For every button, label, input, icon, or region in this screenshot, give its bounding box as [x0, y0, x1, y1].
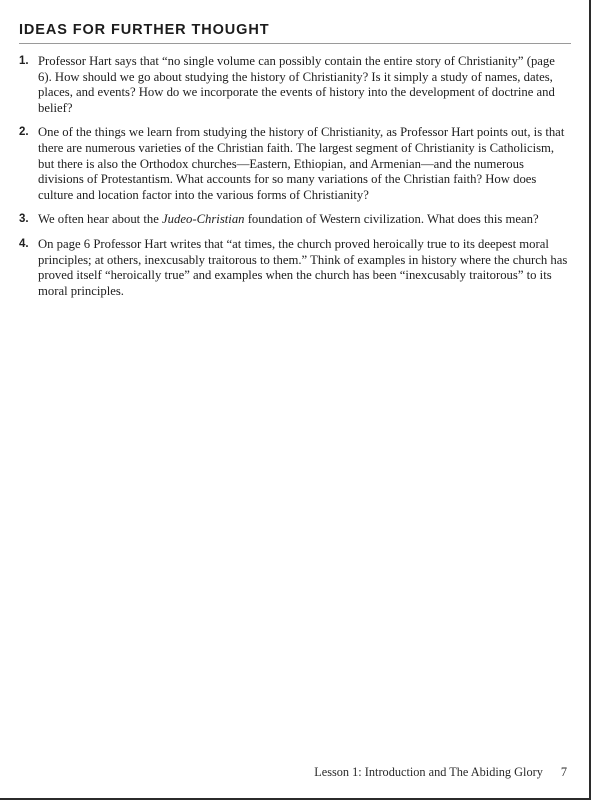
question-item-4	[19, 237, 571, 299]
question-text: One of the things we learn from studying the history of Christianity, as Professor Hart points out, is that there are numerous varieties of the Christian faith. The largest segment of Christianity is Catholicism, but there is also the Orthodox churches—Eastern, Ethiopian, and Armenian—and the numerous divisions of Protestantism. What accounts for so many variations of the Christian faith? How does culture and location factor into the various forms of Christianity?	[38, 125, 565, 202]
page-footer	[314, 765, 567, 780]
question-list	[19, 54, 571, 299]
page-content	[19, 21, 571, 308]
question-text: Professor Hart says that “no single volume can possibly contain the entire story of Christianity” (page 6). How should we go about studying the history of Christianity? Is it simply a study of names, dates, places, and events? How do we incorporate the events of history into the development of doctrine and belief?	[38, 54, 555, 115]
question-number: 2.	[19, 126, 29, 139]
question-number: 3.	[19, 213, 29, 226]
question-item-1	[19, 54, 571, 116]
page-number: 7	[560, 765, 567, 779]
question-number: 1.	[19, 55, 29, 67]
question-number: 4.	[19, 237, 29, 250]
question-text-italic: Judeo-Christian	[162, 212, 245, 227]
question-text-part: We often hear about the	[38, 212, 163, 227]
question-text-part: foundation of Western civilization. What does this mean?	[244, 212, 539, 227]
question-item-3	[19, 212, 571, 228]
section-heading: IDEAS FOR FURTHER THOUGHT	[19, 21, 571, 44]
question-text: On page 6 Professor Hart writes that “at times, the church proved heroically true to its deepest moral principles; at others, inexcusably traitorous to them.” Think of examples in history where the church has proved itself “heroically true” and examples when the church has been “inexcusably traitorous” to its moral principles.	[38, 236, 568, 298]
question-item-2	[19, 125, 571, 203]
question-text	[38, 212, 539, 226]
lesson-title: Lesson 1: Introduction and The Abiding Glory	[314, 765, 543, 779]
